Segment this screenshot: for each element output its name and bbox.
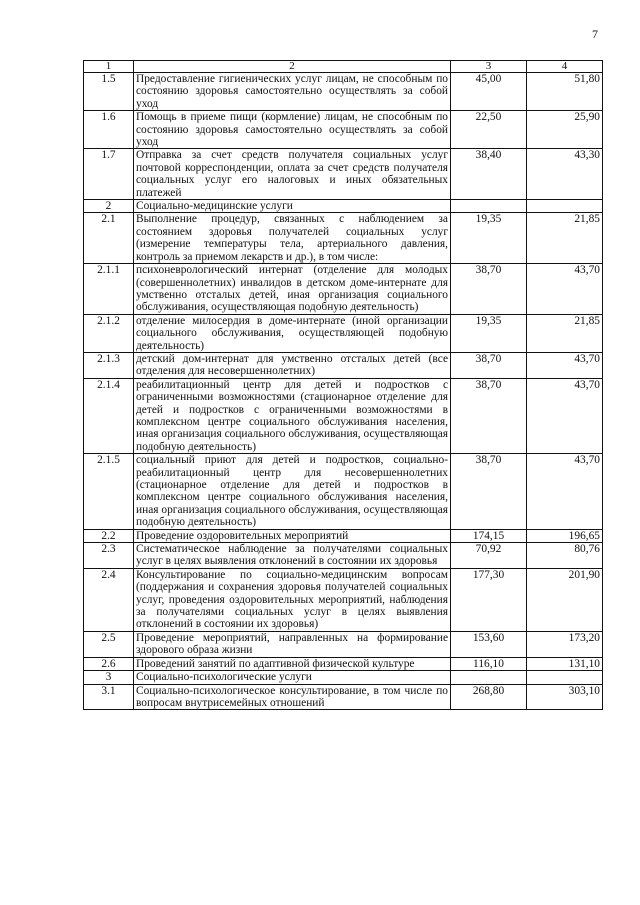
header-col-3: 3	[451, 61, 527, 73]
row-number: 2.6	[84, 657, 134, 670]
row-value-col4: 173,20	[527, 631, 603, 657]
row-description: Консультирование по социально-медицинским вопросам (поддержания и сохранения здоровья получателей социальных услуг, проведения оздоровительных мероприятий, наблюдения за получателями социальных услуг в целях выявления отклонений в состоянии их здоровья)	[134, 568, 451, 631]
row-value-col4: 43,30	[527, 149, 603, 200]
row-value-col4: 25,90	[527, 111, 603, 149]
table-row	[84, 543, 603, 569]
row-value-col3: 177,30	[451, 568, 527, 631]
row-description: Проведений занятий по адаптивной физической культуре	[134, 657, 451, 670]
row-description: Выполнение процедур, связанных с наблюдением за состоянием здоровья получателей социальных услуг (измерение температуры тела, артериального давления, контроль за приемом лекарств и др.), в том числе:	[134, 213, 451, 264]
row-description: Помощь в приеме пищи (кормление) лицам, не способным по состоянию здоровья самостоятельно осуществлять за собой уход	[134, 111, 451, 149]
header-col-2: 2	[134, 61, 451, 73]
row-description: отделение милосердия в доме-интернате (иной организации социального обслуживания, осуществляющей подобную деятельность)	[134, 314, 451, 352]
table-row	[84, 314, 603, 352]
row-value-col3: 45,00	[451, 73, 527, 111]
row-value-col3: 153,60	[451, 631, 527, 657]
row-number: 2.5	[84, 631, 134, 657]
table-row	[84, 631, 603, 657]
tariff-table	[83, 60, 603, 710]
table-row	[84, 352, 603, 378]
row-description: Предоставление гигиенических услуг лицам, не способным по состоянию здоровья самостоятельно осуществлять за собой уход	[134, 73, 451, 111]
row-description: Систематическое наблюдение за получателями социальных услуг в целях выявления отклонений в состоянии их здоровья	[134, 543, 451, 569]
row-value-col4: 21,85	[527, 314, 603, 352]
row-description: Социально-психологические услуги	[134, 671, 451, 684]
row-value-col4: 131,10	[527, 657, 603, 670]
row-number: 2.1.1	[84, 264, 134, 315]
row-description: Проведение мероприятий, направленных на формирование здорового образа жизни	[134, 631, 451, 657]
row-number: 2.1.2	[84, 314, 134, 352]
row-number: 2.1	[84, 213, 134, 264]
table-header-row	[84, 61, 603, 73]
row-value-col4: 43,70	[527, 264, 603, 315]
row-value-col3: 38,70	[451, 378, 527, 453]
table-row	[84, 568, 603, 631]
row-number: 3.1	[84, 684, 134, 710]
row-number: 3	[84, 671, 134, 684]
row-value-col3: 19,35	[451, 213, 527, 264]
row-number: 2.2	[84, 529, 134, 542]
table-row	[84, 264, 603, 315]
row-description: Социально-психологическое консультирование, в том числе по вопросам внутрисемейных отношений	[134, 684, 451, 710]
table-row	[84, 657, 603, 670]
row-value-col3: 174,15	[451, 529, 527, 542]
table-row	[84, 213, 603, 264]
row-value-col3: 38,40	[451, 149, 527, 200]
row-value-col3	[451, 200, 527, 213]
row-value-col4: 21,85	[527, 213, 603, 264]
header-col-1: 1	[84, 61, 134, 73]
row-value-col3: 268,80	[451, 684, 527, 710]
row-value-col4: 43,70	[527, 454, 603, 529]
page-number: 7	[592, 27, 598, 41]
row-value-col4	[527, 200, 603, 213]
header-col-4: 4	[527, 61, 603, 73]
row-description: Проведение оздоровительных мероприятий	[134, 529, 451, 542]
table-row	[84, 149, 603, 200]
section-row	[84, 671, 603, 684]
row-value-col4: 196,65	[527, 529, 603, 542]
row-value-col3: 38,70	[451, 454, 527, 529]
row-description: реабилитационный центр для детей и подростков с ограниченными возможностями (стационарное отделение для детей и подростков с ограниченными возможностями в комплексном центре социального обслуживания населения, иная организация социального обслуживания, осуществляющая подобную деятельность)	[134, 378, 451, 453]
table-row	[84, 529, 603, 542]
row-value-col3: 22,50	[451, 111, 527, 149]
row-value-col4: 43,70	[527, 352, 603, 378]
row-description: социальный приют для детей и подростков, социально-реабилитационный центр для несовершеннолетних (стационарное отделение для детей и подростков в комплексном центре социального обслуживания населения, иная организация социального обслуживания, осуществляющая подобную деятельность)	[134, 454, 451, 529]
row-value-col4: 303,10	[527, 684, 603, 710]
row-description: Отправка за счет средств получателя социальных услуг почтовой корреспонденции, оплата за счет средств получателя социальных услуг его налоговых и иных обязательных платежей	[134, 149, 451, 200]
table-row	[84, 454, 603, 529]
row-value-col4	[527, 671, 603, 684]
table-row	[84, 684, 603, 710]
row-description: психоневрологический интернат (отделение для молодых (совершеннолетних) инвалидов в детском доме-интернате для умственно отсталых детей, иная организация социального обслуживания, осуществляющая подобную деятельность)	[134, 264, 451, 315]
row-value-col3: 38,70	[451, 352, 527, 378]
row-value-col4: 80,76	[527, 543, 603, 569]
row-value-col3: 70,92	[451, 543, 527, 569]
row-description: детский дом-интернат для умственно отсталых детей (все отделения для несовершеннолетних)	[134, 352, 451, 378]
table-row	[84, 73, 603, 111]
row-number: 2.4	[84, 568, 134, 631]
row-number: 1.7	[84, 149, 134, 200]
table-row	[84, 111, 603, 149]
row-value-col4: 201,90	[527, 568, 603, 631]
row-number: 2.3	[84, 543, 134, 569]
row-value-col3: 38,70	[451, 264, 527, 315]
row-description: Социально-медицинские услуги	[134, 200, 451, 213]
row-value-col3: 116,10	[451, 657, 527, 670]
table-row	[84, 378, 603, 453]
row-number: 2.1.4	[84, 378, 134, 453]
row-value-col3	[451, 671, 527, 684]
row-number: 2	[84, 200, 134, 213]
row-value-col4: 43,70	[527, 378, 603, 453]
row-number: 2.1.3	[84, 352, 134, 378]
row-number: 2.1.5	[84, 454, 134, 529]
row-number: 1.6	[84, 111, 134, 149]
row-number: 1.5	[84, 73, 134, 111]
section-row	[84, 200, 603, 213]
row-value-col4: 51,80	[527, 73, 603, 111]
row-value-col3: 19,35	[451, 314, 527, 352]
